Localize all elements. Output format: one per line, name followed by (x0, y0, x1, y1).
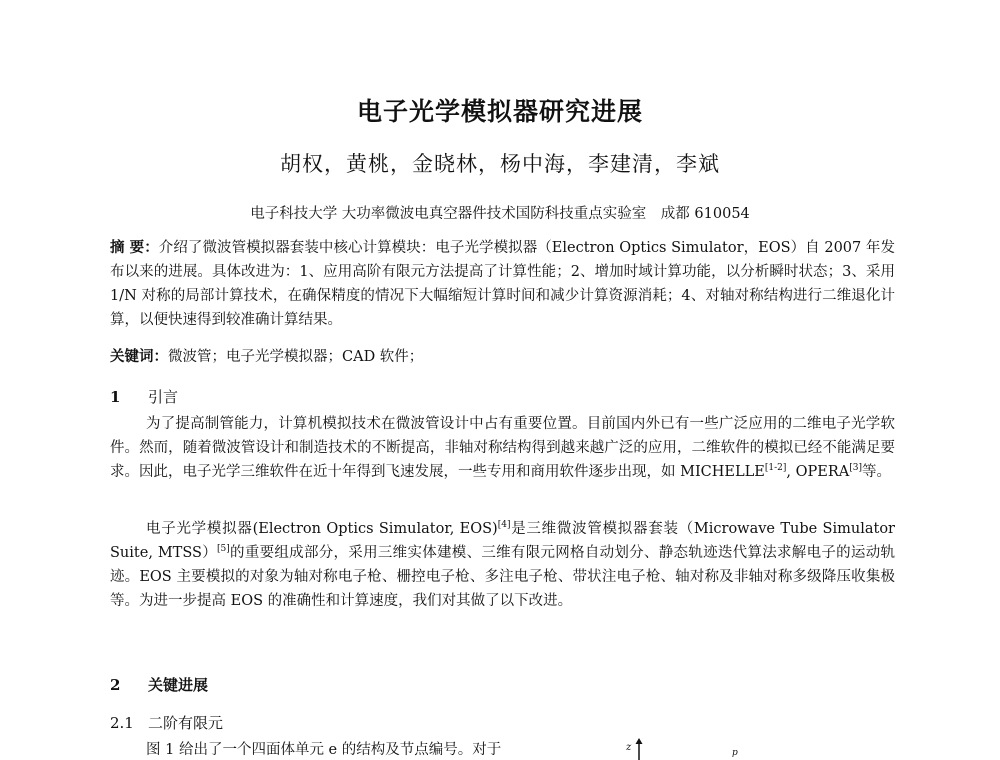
paragraph-text: 等。 (861, 464, 891, 480)
axis-p-label: p (732, 748, 738, 758)
section-title: 关键进展 (148, 676, 209, 694)
citation: [1-2] (764, 463, 787, 474)
keywords-text: 微波管；电子光学模拟器；CAD 软件； (168, 349, 424, 365)
axis-z-label: z (626, 742, 632, 753)
body-paragraph (110, 412, 895, 484)
citation: [5] (217, 544, 230, 555)
body-paragraph-partial: 图 1 给出了一个四面体单元 e 的结构及节点编号。对于 (146, 742, 502, 758)
section-number: 1 (110, 388, 121, 406)
author-list: 胡权，黄桃，金晓林，杨中海，李建清，李斌 (280, 152, 720, 176)
section-number: 2.1 (110, 714, 134, 732)
paragraph-text: 的重要组成部分，采用三维实体建模、三维有限元网格自动划分、静态轨迹迭代算法求解电子的运动轨迹。EOS 主要模拟的对象为轴对称电子枪、栅控电子枪、多注电子枪、带状注电子枪、轴对称及非轴对称多级降压收集极等。为进一步提高 EOS 的准确性和计算速度，我们对其做了以下改进。 (110, 545, 895, 609)
paper-title: 电子光学模拟器研究进展 (356, 97, 643, 126)
section-title: 引言 (148, 388, 179, 406)
abstract (110, 236, 895, 332)
figure-fragment (620, 738, 780, 760)
affiliation: 电子科技大学 大功率微波电真空器件技术国防科技重点实验室 成都 610054 (250, 206, 750, 222)
paragraph-text: , OPERA (786, 464, 850, 480)
paragraph-text: 为了提高制管能力，计算机模拟技术在微波管设计中占有重要位置。目前国内外已有一些广泛应用的二维电子光学软件。然而，随着微波管设计和制造技术的不断提高，非轴对称结构得到越来越广泛的应用，二维软件的模拟已经不能满足要求。因此，电子光学三维软件在近十年得到飞速发展，一些专用和商用软件逐步出现，如 MICHELLE (110, 416, 895, 480)
paragraph-text: 电子光学模拟器(Electron Optics Simulator, EOS) (146, 521, 498, 537)
keywords (110, 345, 895, 369)
abstract-text: 介绍了微波管模拟器套装中核心计算模块：电子光学模拟器（Electron Optics Simulator，EOS）自 2007 年发布以来的进展。具体改进为：1、应用高阶有限元方法提高了计算性能；2、增加时域计算功能，以分析瞬时状态；3、采用 1/N 对称的局部计算技术，在确保精度的情况下大幅缩短计算时间和减少计算资源消耗；4、对轴对称结构进行二维退化计算，以便快速得到较准确计算结果。 (110, 240, 895, 328)
body-paragraph (110, 517, 895, 613)
citation: [3] (849, 463, 862, 474)
section-title: 二阶有限元 (148, 714, 224, 732)
keywords-label: 关键词： (110, 348, 168, 365)
section-number: 2 (110, 676, 121, 694)
citation: [4] (497, 520, 511, 531)
paragraph-text: 是三维微波管模拟器套装（Microwave Tube Simulator Suite, MTSS） (110, 521, 895, 561)
abstract-label: 摘 要： (110, 239, 159, 256)
axis-arrow-icon (634, 738, 644, 760)
section-heading-progress (110, 674, 208, 695)
section-heading-intro (110, 386, 178, 407)
subsection-heading (110, 712, 223, 733)
